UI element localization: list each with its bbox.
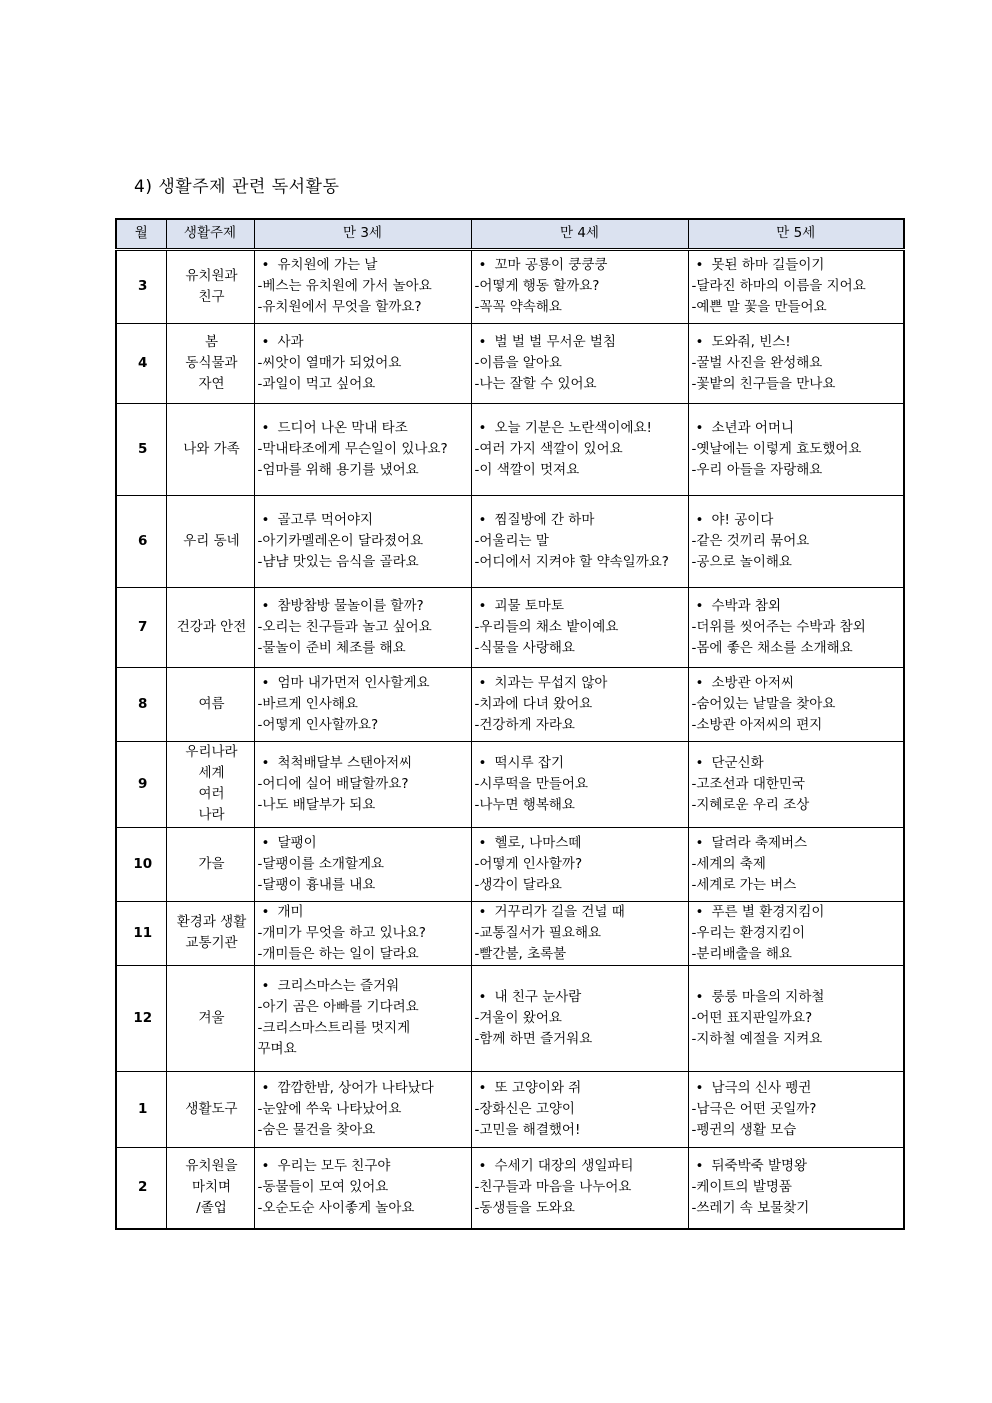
book-title-text: 수박과 참외 (711, 597, 781, 614)
theme-cell (166, 827, 254, 901)
theme-cell (166, 323, 254, 403)
theme-cell (166, 249, 254, 323)
book-title (258, 902, 471, 923)
activity-cell-age-3 (254, 323, 471, 403)
activity-cell-age-3 (254, 1071, 471, 1147)
activity-line: -함께 하면 즐거워요 (474, 1030, 593, 1047)
activity-cell-age-3 (254, 1147, 471, 1229)
bullet-icon: • (478, 597, 487, 614)
activity-line: -막내타조에게 무슨일이 있나요? (257, 440, 448, 457)
activity-line: -나는 잘할 수 있어요 (474, 375, 597, 392)
bullet-icon: • (695, 754, 704, 771)
book-title-text: 뒤죽박죽 발명왕 (711, 1158, 808, 1175)
table-row (116, 965, 904, 1071)
book-title (258, 833, 471, 854)
activity-line: -이름을 알아요 (474, 354, 562, 371)
activity-cell-age-3 (254, 741, 471, 827)
book-title (258, 510, 471, 531)
theme-cell (166, 741, 254, 827)
theme-line: 환경과 생활 (176, 914, 247, 930)
theme-line: 봄 (204, 333, 219, 350)
table-row (116, 901, 904, 965)
activity-cell-age-3 (254, 403, 471, 495)
activity-line: -나도 배달부가 되요 (257, 796, 376, 813)
book-title-text: 척척배달부 스탠아저씨 (277, 754, 413, 771)
bullet-icon: • (261, 333, 270, 350)
activity-line: -냠냠 맛있는 음식을 골라요 (257, 553, 419, 570)
book-title-text: 개미 (277, 903, 304, 920)
activity-line: 꾸며요 (257, 1041, 297, 1057)
activity-cell-age-4 (471, 587, 688, 667)
activity-cell-age-4 (471, 495, 688, 587)
table-body (116, 249, 904, 1229)
book-title (258, 332, 471, 353)
activity-line: -시루떡을 만들어요 (474, 775, 588, 792)
activity-cell-age-4 (471, 1147, 688, 1229)
activity-cell-age-5 (688, 827, 904, 901)
bullet-icon: • (261, 754, 270, 771)
book-title (475, 1078, 688, 1099)
table-row (116, 495, 904, 587)
activity-line: -달팽이를 소개할게요 (257, 855, 385, 872)
book-title-text: 오늘 기분은 노란색이에요! (494, 419, 652, 436)
theme-line: 겨울 (198, 1009, 225, 1026)
header-month: 월 (116, 219, 166, 249)
activity-line: -어떻게 인사할까? (474, 855, 583, 872)
bullet-icon: • (261, 1079, 270, 1096)
activity-line: -세계로 가는 버스 (691, 876, 797, 893)
table-row (116, 587, 904, 667)
activity-line: -달팽이 흉내를 내요 (257, 876, 376, 893)
bullet-icon: • (478, 1158, 487, 1175)
theme-line: 유치원을 (185, 1158, 238, 1175)
section-title: 4) 생활주제 관련 독서활동 (134, 177, 340, 197)
book-title (692, 673, 904, 694)
month-cell: 9 (116, 741, 166, 827)
theme-line: 나와 가족 (183, 440, 240, 457)
bullet-icon: • (695, 597, 704, 614)
activity-cell-age-3 (254, 667, 471, 741)
bullet-icon: • (261, 419, 270, 436)
bullet-icon: • (695, 1158, 704, 1175)
activity-line: -어떻게 인사할까요? (257, 716, 379, 733)
bullet-icon: • (695, 333, 704, 350)
bullet-icon: • (695, 419, 704, 436)
bullet-icon: • (695, 988, 704, 1005)
table-row (116, 667, 904, 741)
book-title (475, 673, 688, 694)
book-title-text: 깜깜한밤, 상어가 나타났다 (277, 1079, 434, 1096)
theme-line: 여름 (198, 695, 225, 712)
bullet-icon: • (695, 511, 704, 528)
theme-line: 세계 (198, 765, 225, 781)
theme-cell (166, 403, 254, 495)
activity-line: -엄마를 위해 용기를 냈어요 (257, 461, 419, 478)
theme-line: 자연 (198, 375, 225, 392)
bullet-icon: • (695, 903, 704, 920)
activity-line: -세계의 축제 (691, 855, 766, 872)
activity-line: -몸에 좋은 채소를 소개해요 (691, 639, 853, 656)
book-title-text: 헬로, 나마스떼 (494, 834, 582, 851)
book-title (692, 1156, 904, 1177)
book-title-text: 벌 벌 벌 무서운 벌침 (494, 333, 616, 350)
bullet-icon: • (695, 1079, 704, 1096)
activity-line: -어디에 실어 배달할까요? (257, 775, 409, 792)
theme-cell (166, 667, 254, 741)
activity-cell-age-3 (254, 965, 471, 1071)
activity-line: -오순도순 사이좋게 놀아요 (257, 1200, 415, 1217)
book-title (692, 332, 904, 353)
theme-line: 여러 (198, 786, 225, 802)
book-title (692, 987, 904, 1008)
activity-cell-age-5 (688, 403, 904, 495)
book-title (258, 753, 471, 774)
activity-cell-age-5 (688, 249, 904, 323)
theme-cell (166, 495, 254, 587)
theme-line: 마치며 (191, 1179, 232, 1196)
activity-line: -동생들을 도와요 (474, 1200, 575, 1217)
activity-line: -어떻게 행동 할까요? (474, 278, 600, 294)
activity-cell-age-4 (471, 901, 688, 965)
bullet-icon: • (695, 834, 704, 851)
bullet-icon: • (478, 257, 487, 273)
book-title (692, 833, 904, 854)
book-title (475, 1156, 688, 1177)
book-title-text: 치과는 무섭지 않아 (494, 674, 608, 691)
activity-cell-age-3 (254, 827, 471, 901)
month-cell: 6 (116, 495, 166, 587)
month-cell: 11 (116, 901, 166, 965)
book-title (475, 510, 688, 531)
month-cell: 1 (116, 1071, 166, 1147)
book-title-text: 달팽이 (277, 834, 317, 851)
activity-line: -친구들과 마음을 나누어요 (474, 1179, 632, 1196)
book-title (692, 902, 904, 923)
book-title (258, 1156, 471, 1177)
book-title-text: 야! 공이다 (711, 511, 774, 528)
activity-line: -어떤 표지판일까요? (691, 1009, 813, 1026)
book-title-text: 내 친구 눈사람 (494, 988, 582, 1005)
activity-cell-age-3 (254, 901, 471, 965)
bullet-icon: • (695, 674, 704, 691)
book-title (258, 1078, 471, 1099)
activity-cell-age-5 (688, 1071, 904, 1147)
activity-line: -베스는 유치원에 가서 놀아요 (257, 278, 432, 294)
month-cell: 10 (116, 827, 166, 901)
book-title (475, 332, 688, 353)
month-cell: 2 (116, 1147, 166, 1229)
month-cell: 8 (116, 667, 166, 741)
activity-line: -지하철 예절을 지켜요 (691, 1030, 823, 1047)
activity-line: -식물을 사랑해요 (474, 639, 575, 656)
book-title-text: 꼬마 공룡이 쿵쿵쿵 (494, 257, 608, 273)
activity-line: -겨울이 왔어요 (474, 1009, 562, 1026)
activity-line: -오리는 친구들과 놀고 싶어요 (257, 618, 432, 635)
activity-line: -어디에서 지켜야 할 약속일까요? (474, 553, 669, 570)
activity-cell-age-3 (254, 249, 471, 323)
activity-line: -아기 곰은 아빠를 기다려요 (257, 999, 419, 1015)
activity-line: -아기카멜레온이 달라졌어요 (257, 532, 424, 549)
theme-line: 건강과 안전 (176, 618, 247, 635)
book-title-text: 떡시루 잡기 (494, 754, 564, 771)
activity-cell-age-4 (471, 965, 688, 1071)
bullet-icon: • (261, 903, 270, 920)
theme-cell (166, 965, 254, 1071)
bullet-icon: • (261, 511, 270, 528)
theme-line: 생활도구 (185, 1100, 238, 1117)
book-title-text: 사과 (277, 333, 304, 350)
table-header-row (116, 219, 904, 249)
bullet-icon: • (478, 511, 487, 528)
activity-line: -달라진 하마의 이름을 지어요 (691, 278, 866, 294)
book-title-text: 푸른 별 환경지킴이 (711, 903, 825, 920)
book-title (475, 902, 688, 923)
activity-line: -우리 아들을 자랑해요 (691, 461, 823, 478)
month-cell: 7 (116, 587, 166, 667)
book-title (692, 418, 904, 439)
book-title-text: 유치원에 가는 날 (277, 257, 378, 273)
bullet-icon: • (478, 419, 487, 436)
theme-line: /졸업 (196, 1200, 227, 1217)
activity-line: -치과에 다녀 왔어요 (474, 695, 593, 712)
theme-line: 우리나라 (185, 744, 238, 760)
activity-cell-age-4 (471, 1071, 688, 1147)
header-theme: 생활주제 (166, 219, 254, 249)
activity-cell-age-3 (254, 495, 471, 587)
activity-cell-age-5 (688, 1147, 904, 1229)
book-title (475, 596, 688, 617)
book-title-text: 엄마 내가먼저 인사할게요 (277, 674, 430, 691)
table-row (116, 403, 904, 495)
book-title-text: 우리는 모두 친구야 (277, 1158, 391, 1175)
activity-line: -꿀벌 사진을 완성해요 (691, 354, 823, 371)
activity-line: -펭귄의 생활 모습 (691, 1121, 797, 1138)
table-row (116, 323, 904, 403)
book-title (475, 987, 688, 1008)
activity-cell-age-5 (688, 741, 904, 827)
activity-cell-age-4 (471, 741, 688, 827)
bullet-icon: • (261, 597, 270, 614)
theme-cell (166, 901, 254, 965)
book-title-text: 괴물 토마토 (494, 597, 564, 614)
table-row (116, 249, 904, 323)
bullet-icon: • (261, 257, 270, 273)
activity-cell-age-5 (688, 965, 904, 1071)
bullet-icon: • (478, 333, 487, 350)
table-row (116, 1147, 904, 1229)
activity-cell-age-5 (688, 901, 904, 965)
activity-line: -꼭꼭 약속해요 (474, 299, 562, 315)
book-title (692, 753, 904, 774)
theme-line: 가을 (198, 855, 225, 872)
activity-line: -나누면 행복해요 (474, 796, 575, 813)
book-title-text: 드디어 나온 막내 타조 (277, 419, 408, 436)
book-title-text: 수세기 대장의 생일파티 (494, 1158, 634, 1175)
activity-line: -개미들은 하는 일이 달라요 (257, 945, 419, 962)
activity-line: -더위를 씻어주는 수박과 참외 (691, 618, 866, 635)
book-title (258, 418, 471, 439)
activity-line: -소방관 아저씨의 편지 (691, 716, 823, 733)
book-title-text: 소방관 아저씨 (711, 674, 795, 691)
bullet-icon: • (261, 834, 270, 851)
activity-line: -지혜로운 우리 조상 (691, 796, 810, 813)
theme-cell (166, 1071, 254, 1147)
bullet-icon: • (695, 257, 704, 273)
book-title (475, 418, 688, 439)
book-title-text: 크리스마스는 즐거워 (277, 978, 400, 994)
activity-cell-age-5 (688, 587, 904, 667)
book-title-text: 룽룽 마을의 지하철 (711, 988, 825, 1005)
bullet-icon: • (261, 978, 270, 994)
theme-cell (166, 1147, 254, 1229)
theme-line: 나라 (198, 807, 225, 823)
book-title-text: 소년과 어머니 (711, 419, 795, 436)
activity-line: -유치원에서 무엇을 할까요? (257, 299, 422, 315)
activity-cell-age-4 (471, 249, 688, 323)
header-age-4: 만 4세 (471, 219, 688, 249)
book-title-text: 골고루 먹어야지 (277, 511, 374, 528)
activity-line: -여러 가지 색깔이 있어요 (474, 440, 623, 457)
activity-line: -바르게 인사해요 (257, 695, 358, 712)
book-title (692, 1078, 904, 1099)
theme-line: 우리 동네 (183, 532, 240, 549)
book-title-text: 참방참방 물놀이를 할까? (277, 597, 424, 614)
month-cell: 3 (116, 249, 166, 323)
activity-cell-age-4 (471, 323, 688, 403)
theme-line: 교통기관 (185, 935, 238, 951)
month-cell: 12 (116, 965, 166, 1071)
activity-line: -예쁜 말 꽃을 만들어요 (691, 299, 827, 315)
book-title (475, 255, 688, 276)
reading-activity-table (115, 218, 905, 1230)
activity-line: -생각이 달라요 (474, 876, 562, 893)
activity-line: -같은 것끼리 묶어요 (691, 532, 810, 549)
book-title (258, 976, 471, 997)
activity-line: -숨은 물건을 찾아요 (257, 1121, 376, 1138)
activity-line: -우리는 환경지킴이 (691, 924, 805, 941)
book-title (475, 833, 688, 854)
activity-line: -어울리는 말 (474, 532, 549, 549)
month-cell: 5 (116, 403, 166, 495)
bullet-icon: • (478, 674, 487, 691)
activity-line: -공으로 놀이해요 (691, 553, 792, 570)
activity-line: -크리스마스트리를 멋지게 (257, 1020, 411, 1036)
activity-cell-age-5 (688, 495, 904, 587)
activity-line: -개미가 무엇을 하고 있나요? (257, 924, 426, 941)
book-title-text: 단군신화 (711, 754, 764, 771)
activity-line: -눈앞에 쑤욱 나타났어요 (257, 1100, 402, 1117)
activity-line: -우리들의 채소 밭이예요 (474, 618, 619, 635)
header-age-3: 만 3세 (254, 219, 471, 249)
book-title (475, 753, 688, 774)
activity-line: -고민을 해결했어! (474, 1121, 581, 1138)
book-title-text: 거꾸리가 길을 건널 때 (494, 903, 625, 920)
activity-line: -건강하게 자라요 (474, 716, 575, 733)
theme-line: 친구 (198, 288, 225, 305)
activity-cell-age-4 (471, 827, 688, 901)
theme-line: 유치원과 (185, 267, 238, 284)
activity-line: -옛날에는 이렇게 효도했어요 (691, 440, 862, 457)
table-row (116, 1071, 904, 1147)
activity-line: -숨어있는 낱말을 찾아요 (691, 695, 836, 712)
activity-cell-age-5 (688, 667, 904, 741)
activity-cell-age-4 (471, 403, 688, 495)
book-title (692, 510, 904, 531)
activity-cell-age-5 (688, 323, 904, 403)
activity-line: -빨간불, 초록불 (474, 945, 567, 962)
table-row (116, 741, 904, 827)
activity-cell-age-4 (471, 667, 688, 741)
bullet-icon: • (478, 903, 487, 920)
book-title-text: 남극의 신사 펭귄 (711, 1079, 812, 1096)
header-age-5: 만 5세 (688, 219, 904, 249)
book-title-text: 도와줘, 빈스! (711, 333, 791, 350)
theme-cell (166, 587, 254, 667)
book-title-text: 못된 하마 길들이기 (711, 257, 825, 273)
bullet-icon: • (261, 1158, 270, 1175)
book-title (692, 596, 904, 617)
book-title (258, 673, 471, 694)
activity-line: -동물들이 모여 있어요 (257, 1179, 389, 1196)
book-title-text: 달려라 축제버스 (711, 834, 808, 851)
activity-line: -교통질서가 필요해요 (474, 924, 602, 941)
bullet-icon: • (261, 674, 270, 691)
table-row (116, 827, 904, 901)
bullet-icon: • (478, 1079, 487, 1096)
bullet-icon: • (478, 754, 487, 771)
activity-line: -남극은 어떤 곳일까? (691, 1100, 817, 1117)
book-title-text: 찜질방에 간 하마 (494, 511, 595, 528)
activity-line: -과일이 먹고 싶어요 (257, 375, 376, 392)
activity-line: -이 색깔이 멋져요 (474, 461, 580, 478)
bullet-icon: • (478, 834, 487, 851)
book-title (692, 255, 904, 276)
book-title (258, 255, 471, 276)
activity-cell-age-3 (254, 587, 471, 667)
activity-line: -장화신은 고양이 (474, 1100, 575, 1117)
theme-line: 동식물과 (185, 354, 238, 371)
book-title-text: 또 고양이와 쥐 (494, 1079, 582, 1096)
activity-line: -분리배출을 해요 (691, 945, 792, 962)
activity-line: -고조선과 대한민국 (691, 775, 805, 792)
activity-line: -물놀이 준비 체조를 해요 (257, 639, 406, 656)
activity-line: -쓰레기 속 보물찾기 (691, 1200, 810, 1217)
activity-line: -케이트의 발명품 (691, 1179, 792, 1196)
activity-line: -꽃밭의 친구들을 만나요 (691, 375, 836, 392)
month-cell: 4 (116, 323, 166, 403)
bullet-icon: • (478, 988, 487, 1005)
book-title (258, 596, 471, 617)
activity-line: -씨앗이 열매가 되었어요 (257, 354, 402, 371)
